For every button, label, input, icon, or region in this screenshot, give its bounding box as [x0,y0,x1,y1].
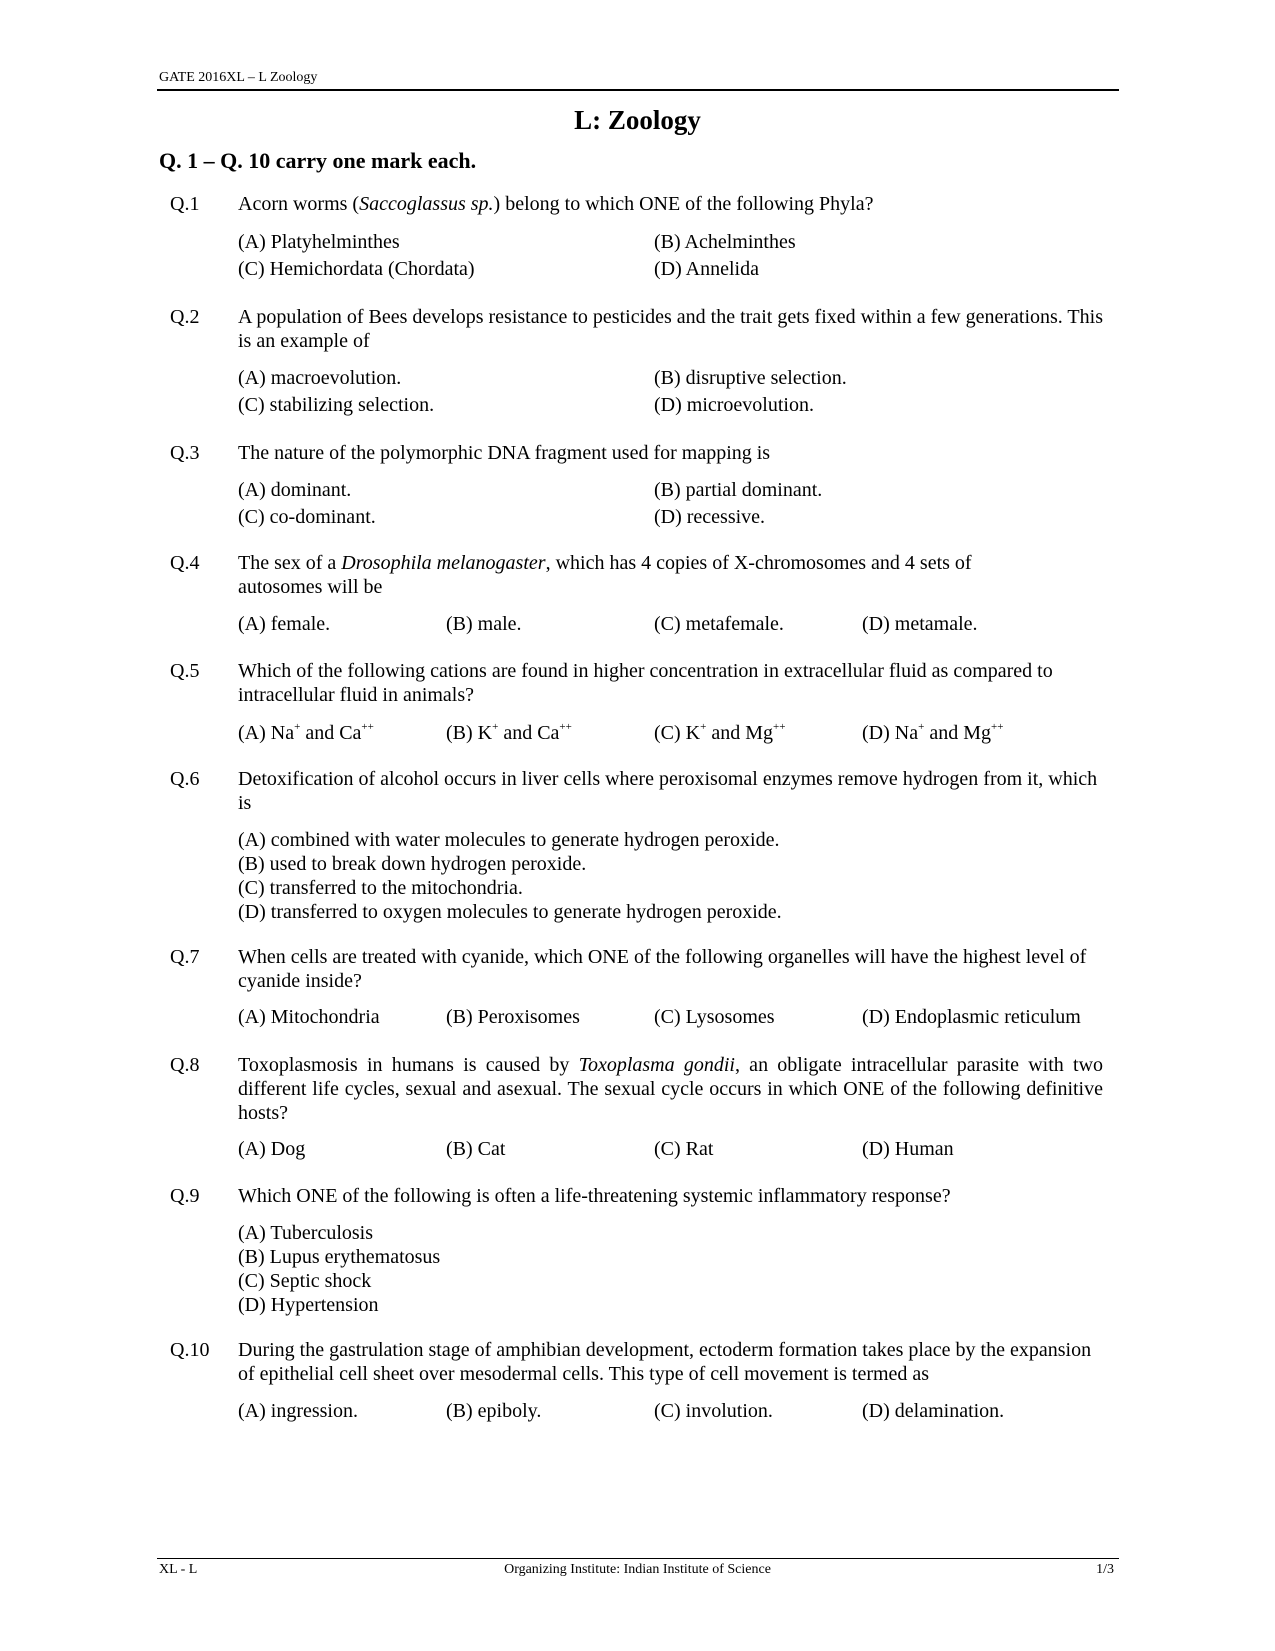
option-b: (B) Lupus erythematosus [238,1246,441,1268]
question-stem: Detoxification of alcohol occurs in liver cells where peroxisomal enzymes remove hydrogen from it, which is [238,768,1098,814]
option-b: (B) disruptive selection. [654,367,847,389]
option-d: (D) Hypertension [238,1294,379,1316]
question-stem: When cells are treated with cyanide, which ONE of the following organelles will have the highest level of cyanide inside? [238,946,1087,992]
question-stem: During the gastrulation stage of amphibian development, ectoderm formation takes place by the expansion of epithelial cell sheet over mesodermal cells. This type of cell movement is termed as [238,1339,1092,1385]
option-d: (D) metamale. [862,613,978,635]
question-stem: Which of the following cations are found in higher concentration in extracellular fluid as compared to intracellular fluid in animals? [238,660,1053,706]
option-c: (C) Hemichordata (Chordata) [238,258,475,280]
option-b: (B) Achelminthes [654,231,796,253]
option-c: (C) Lysosomes [654,1006,775,1028]
question-number: Q.6 [170,768,200,790]
option-d: (D) delamination. [862,1400,1005,1422]
option-b: (B) epiboly. [446,1400,542,1422]
option-d: (D) Human [862,1138,954,1160]
option-d: (D) Na+ and Mg++ [862,721,1004,744]
option-a: (A) macroevolution. [238,367,402,389]
option-d: (D) Annelida [654,258,759,280]
question-number: Q.2 [170,306,200,328]
question-number: Q.9 [170,1185,200,1207]
option-b: (B) male. [446,613,522,635]
section-heading: Q. 1 – Q. 10 carry one mark each. [159,148,477,173]
option-c: (C) Septic shock [238,1270,372,1292]
footer-center: Organizing Institute: Indian Institute of Science [504,1562,771,1577]
option-c: (C) involution. [654,1400,773,1422]
option-c: (C) K+ and Mg++ [654,721,786,744]
question-stem: Acorn worms (Saccoglassus sp.) belong to which ONE of the following Phyla? [238,193,874,215]
option-c: (C) transferred to the mitochondria. [238,877,523,899]
question-stem: Which ONE of the following is often a life-threatening systemic inflammatory response? [238,1185,951,1207]
option-d: (D) Endoplasmic reticulum [862,1006,1081,1028]
question-number: Q.4 [170,552,200,574]
footer-rule [157,1558,1119,1559]
question-number: Q.5 [170,660,200,682]
question-stem: A population of Bees develops resistance to pesticides and the trait gets fixed within a few generations. This is an example of [238,306,1103,352]
option-a: (A) Na+ and Ca++ [238,721,374,744]
option-d: (D) microevolution. [654,394,814,416]
option-b: (B) Peroxisomes [446,1006,580,1028]
header-rule [157,89,1119,91]
page-title: L: Zoology [574,105,701,135]
option-d: (D) transferred to oxygen molecules to generate hydrogen peroxide. [238,901,782,923]
option-a: (A) Dog [238,1138,306,1160]
question-number: Q.1 [170,193,200,215]
option-a: (A) combined with water molecules to generate hydrogen peroxide. [238,829,780,851]
option-b: (B) K+ and Ca++ [446,721,572,744]
option-b: (B) used to break down hydrogen peroxide. [238,853,587,875]
option-c: (C) metafemale. [654,613,784,635]
option-d: (D) recessive. [654,506,766,528]
question-number: Q.8 [170,1054,200,1076]
option-a: (A) Mitochondria [238,1006,380,1028]
question-number: Q.7 [170,946,200,968]
question-stem: The nature of the polymorphic DNA fragment used for mapping is [238,442,771,464]
page-number: 1/3 [1096,1562,1114,1577]
option-b: (B) Cat [446,1138,506,1160]
option-a: (A) Platyhelminthes [238,231,400,253]
option-a: (A) Tuberculosis [238,1222,374,1244]
option-a: (A) ingression. [238,1400,358,1422]
option-a: (A) female. [238,613,331,635]
footer-left: XL - L [159,1562,198,1577]
question-stem: Toxoplasmosis in humans is caused by Toxoplasma gondii, an obligate intracellular parasite with two different life cycles, sexual and asexual. The sexual cycle occurs in which ONE of the following definitive hosts? [238,1054,1104,1124]
option-a: (A) dominant. [238,479,352,501]
option-c: (C) co-dominant. [238,506,376,528]
question-stem: The sex of a Drosophila melanogaster, which has 4 copies of X-chromosomes and 4 sets of autosomes will be [238,552,972,598]
option-c: (C) Rat [654,1138,714,1160]
option-b: (B) partial dominant. [654,479,823,501]
question-number: Q.3 [170,442,200,464]
question-number: Q.10 [170,1339,210,1361]
option-c: (C) stabilizing selection. [238,394,435,416]
page-header: GATE 2016XL – L Zoology [159,70,318,85]
